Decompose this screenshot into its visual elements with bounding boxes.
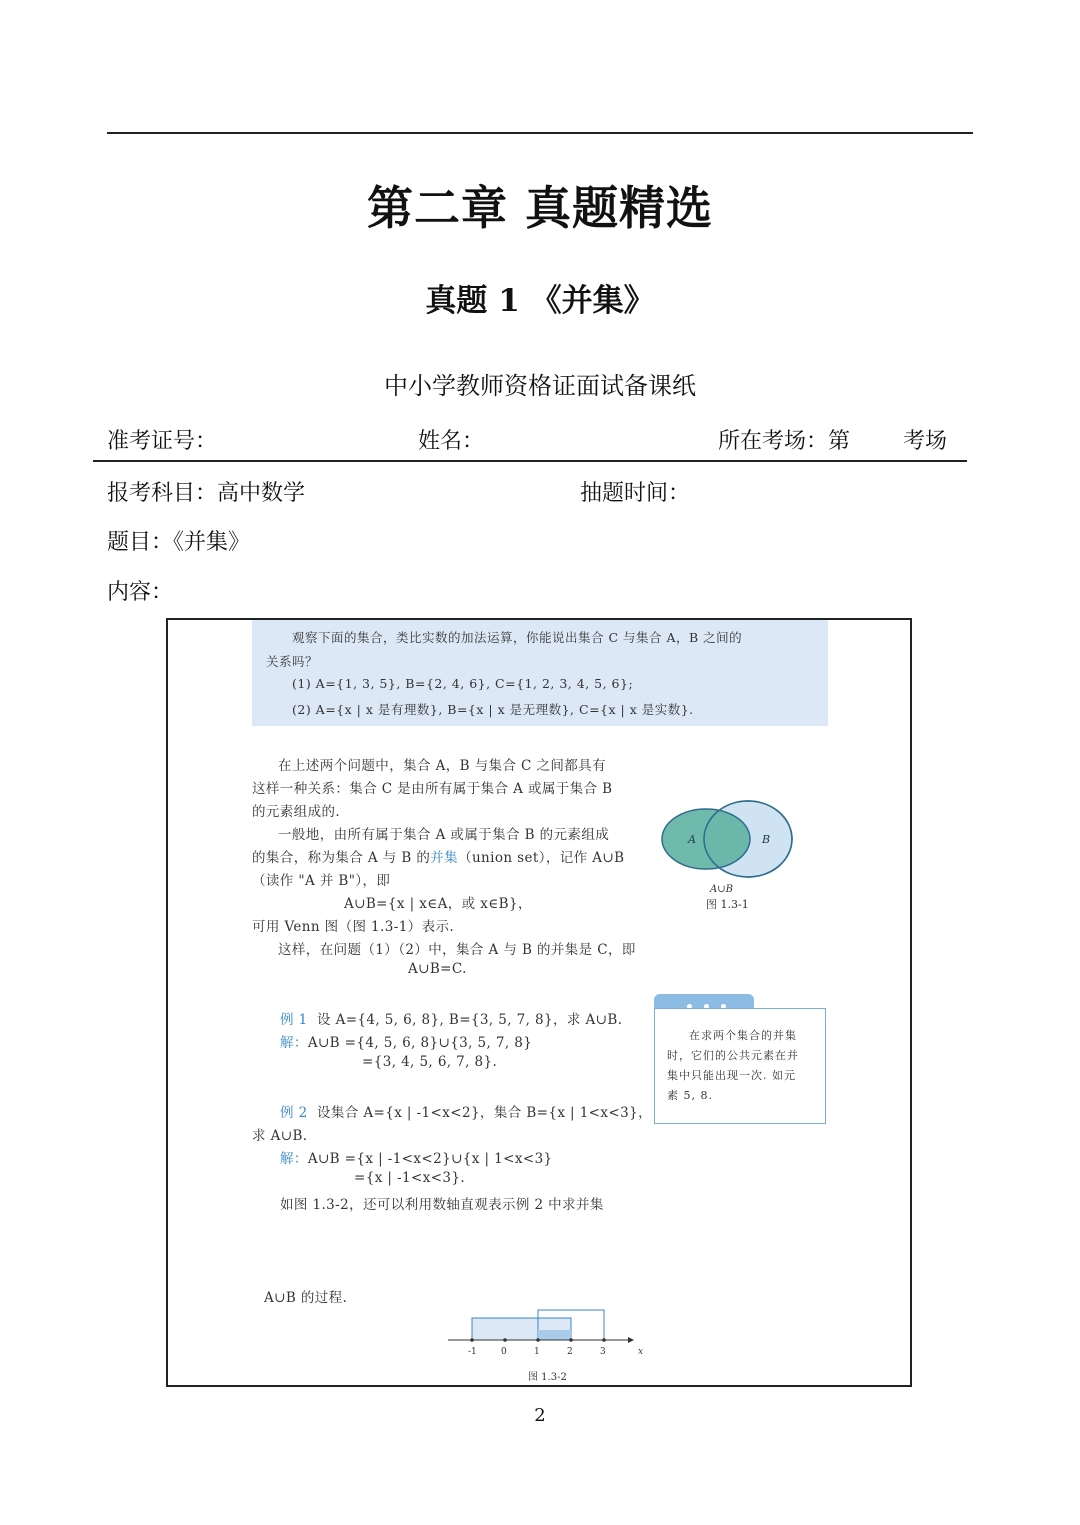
axis-label: x (638, 1347, 644, 1357)
tick-label: 3 (600, 1347, 606, 1357)
subject-label: 报考科目：高中数学 (107, 481, 306, 506)
body-text: 可用 Venn 图（图 1.3-1）表示. (252, 919, 455, 935)
example-tag: 例 2 (280, 1105, 308, 1121)
content-label: 内容： (107, 580, 174, 605)
question-item: (2) A={x | x 是有理数}, B={x | x 是无理数}, C={x | x 是实数}. (292, 702, 694, 717)
question-item: (1) A={1, 3, 5}, B={2, 4, 6}, C={1, 2, 3, 4, 5, 6}; (292, 676, 634, 691)
tick-mark (569, 1338, 573, 1342)
exam-id-label: 准考证号： (107, 429, 218, 454)
body-text: 的元素组成的. (252, 804, 341, 820)
number-line-figure (448, 1300, 668, 1387)
top-rule (107, 132, 973, 134)
note-line: 素 5, 8. (667, 1089, 713, 1102)
example-2-solution (280, 1147, 553, 1167)
formula: A∪B=C. (408, 961, 467, 977)
body-text: 一般地，由所有属于集合 A 或属于集合 B 的元素组成 (278, 827, 610, 843)
formula: A∪B={x | x∈A，或 x∈B}， (344, 896, 532, 912)
venn-label-a: A (688, 833, 696, 846)
question-box (252, 620, 828, 726)
example-problem: 求 A∪B. (252, 1128, 308, 1144)
body-text: 如图 1.3-2，还可以利用数轴直观表示例 2 中求并集 (280, 1197, 604, 1213)
body-text-part: 的集合，称为集合 A 与 B 的 (252, 850, 431, 866)
venue-suffix: 考场 (903, 429, 948, 454)
textbook-excerpt (166, 618, 912, 1387)
solution-tag: 解： (280, 1035, 308, 1051)
draw-time-label: 抽题时间： (580, 481, 691, 506)
note-line: 时，它们的公共元素在并 (667, 1049, 799, 1062)
number-line-caption: 图 1.3-2 (528, 1372, 567, 1383)
tick-mark (536, 1338, 540, 1342)
example-problem: 设 A={4, 5, 6, 8}, B={3, 5, 7, 8}，求 A∪B. (316, 1012, 623, 1028)
example-tag: 例 1 (280, 1012, 308, 1028)
body-text: 在上述两个问题中，集合 A，B 与集合 C 之间都具有 (278, 758, 606, 774)
interval-overlap (538, 1330, 571, 1340)
section-title: 真题 1 《并集》 (425, 283, 655, 319)
question-line: 观察下面的集合，类比实数的加法运算，你能说出集合 C 与集合 A，B 之间的 (292, 630, 743, 645)
page-number: 2 (534, 1405, 546, 1426)
venn-union-label: A∪B (710, 884, 733, 895)
name-label: 姓名： (418, 429, 485, 454)
tick-mark (503, 1338, 507, 1342)
note-box (654, 1008, 826, 1124)
solution-line: ={x | -1<x<3}. (354, 1170, 466, 1186)
tick-label: 1 (534, 1347, 540, 1357)
venn-diagram (654, 792, 814, 912)
body-text (252, 846, 624, 866)
form-title: 中小学教师资格证面试备课纸 (384, 372, 696, 400)
body-text-part: （union set），记作 A∪B (458, 850, 625, 866)
tick-label: -1 (468, 1347, 477, 1357)
question-line: 关系吗？ (266, 654, 319, 669)
solution-line: ={3, 4, 5, 6, 7, 8}. (362, 1054, 498, 1070)
solution-line: A∪B ={4, 5, 6, 8}∪{3, 5, 7, 8} (307, 1035, 533, 1051)
venn-set-a (662, 809, 750, 869)
tick-mark (602, 1338, 606, 1342)
chapter-title: 第二章 真题精选 (366, 181, 713, 235)
term-union-set: 并集 (430, 850, 459, 866)
example-problem: 设集合 A={x | -1<x<2}，集合 B={x | 1<x<3}， (316, 1105, 652, 1121)
axis-arrow (628, 1337, 634, 1343)
venn-label-b: B (762, 833, 771, 846)
note-line: 在求两个集合的并集 (689, 1029, 797, 1042)
body-text: A∪B 的过程. (264, 1290, 348, 1306)
tick-mark (470, 1338, 474, 1342)
form-rule (93, 460, 967, 462)
example-1 (280, 1008, 622, 1028)
tick-label: 0 (501, 1347, 507, 1357)
note-line: 集中只能出现一次. 如元 (667, 1069, 796, 1082)
topic-label: 题目：《并集》 (107, 530, 251, 555)
example-1-solution (280, 1031, 532, 1051)
solution-line: A∪B ={x | -1<x<2}∪{x | 1<x<3} (307, 1151, 553, 1167)
body-text: （读作 "A 并 B"），即 (252, 873, 391, 889)
example-2 (280, 1101, 652, 1121)
venue-label: 所在考场：第 (718, 429, 851, 454)
body-text: 这样，在问题（1）（2）中，集合 A 与 B 的并集是 C，即 (278, 942, 636, 958)
tick-label: 2 (567, 1347, 573, 1357)
solution-tag: 解： (280, 1151, 308, 1167)
venn-caption: 图 1.3-1 (706, 898, 749, 911)
body-text: 这样一种关系：集合 C 是由所有属于集合 A 或属于集合 B (252, 781, 613, 797)
